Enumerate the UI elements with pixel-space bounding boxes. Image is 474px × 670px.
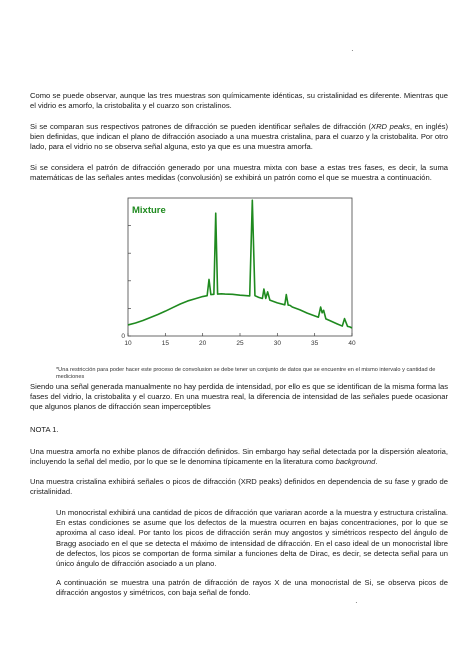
paragraph-2-emphasis: XRD peaks (371, 122, 410, 131)
x-tick-label: 25 (236, 340, 244, 347)
page-mark-bottom: · (355, 598, 358, 607)
paragraph-3: Si se considera el patrón de difracción generado por una muestra mixta con base a estas tres fases, es decir, la suma matemáticas de las señales antes medidas (convolusión) se exhibirá un patrón como el que se muestra a continuación. (30, 163, 448, 183)
xrd-mixture-chart (118, 196, 354, 352)
paragraph-4: Siendo una señal generada manualmente no hay perdida de intensidad, por ello es que se identifican de la misma forma las fases del vidrio, la cristobalita y el cuarzo. En una muestra real, la diferencia de intensidad de las señales puede ocasionar que algunos planos de difracción sean imperceptibles (30, 382, 448, 412)
paragraph-2-text-b: , en inglés) bien definidas, que indican el plano de difracción asociado a una muestra cristalina, para el cuarzo y la cristobalita. Por otro lado, para el vidrio no se observa señal alguna, esto ya que es una muestra amorfa. (30, 122, 448, 152)
footnote: *Una restricción para poder hacer este proceso de convolusion se debe tener un conjunto de datos que se encuentre en el mismo intervalo y cantidad de mediciones (56, 366, 436, 381)
x-tick-label: 30 (273, 340, 281, 347)
paragraph-6: Una muestra cristalina exhibirá señales o picos de difracción (XRD peaks) definidos en dependencia de su fase y grado de cristalinidad. (30, 477, 448, 497)
x-tick-label: 20 (199, 340, 207, 347)
paragraph-5-text-a: Una muestra amorfa no exhibe planos de difracción definidos. Sin embargo hay señal detectada por la dispersión aleatoria, incluyendo la señal del medio, por lo que se le denomina típicamente en la literatura como (30, 447, 448, 467)
paragraph-8: A continuación se muestra una patrón de difracción de rayos X de una monocristal de Si, se observa picos de difracción angostos y simétricos, con baja señal de fondo. (56, 578, 448, 598)
x-tick-label: 35 (311, 340, 319, 347)
x-tick-label: 15 (161, 340, 169, 347)
paragraph-5-text-b: . (375, 457, 378, 467)
paragraph-2-text-a: Si se comparan sus respectivos patrones de difracción se pueden identificar señales de difracción ( (30, 122, 371, 131)
note-heading: NOTA 1. (30, 425, 59, 434)
y-tick-label: 0 (121, 333, 125, 340)
paragraph-2 (30, 122, 448, 153)
x-tick-label: 40 (348, 340, 356, 347)
paragraph-5 (30, 447, 448, 467)
paragraph-7: Un monocristal exhibirá una cantidad de picos de difracción que variaran acorde a la muestra y estructura cristalina. En estas condiciones se asume que los defectos de la muestra ocurren en bajas concentraciones, por lo que se aproxima al caso ideal. Por tanto los picos de difracción serán muy angostos y simétricos respecto del ángulo de Bragg asociado en el que se detecta el máximo de intensidad de difracción. En el caso ideal de un monocristal libre de defectos, los picos se comportan de forma similar a funciones delta de Dirac, es decir, se detecta señal para un único ángulo de difracción asociado a un plano. (56, 508, 448, 569)
paragraph-5-emphasis: background (335, 457, 376, 467)
x-tick-label: 10 (124, 340, 132, 347)
paragraph-1: Como se puede observar, aunque las tres muestras son químicamente idénticas, su cristalinidad es diferente. Mientras que el vidrio es amorfo, la cristobalita y el cuarzo son cristalinos. (30, 91, 448, 111)
page-mark-top: · (351, 46, 354, 55)
chart-title: Mixture (132, 205, 166, 216)
